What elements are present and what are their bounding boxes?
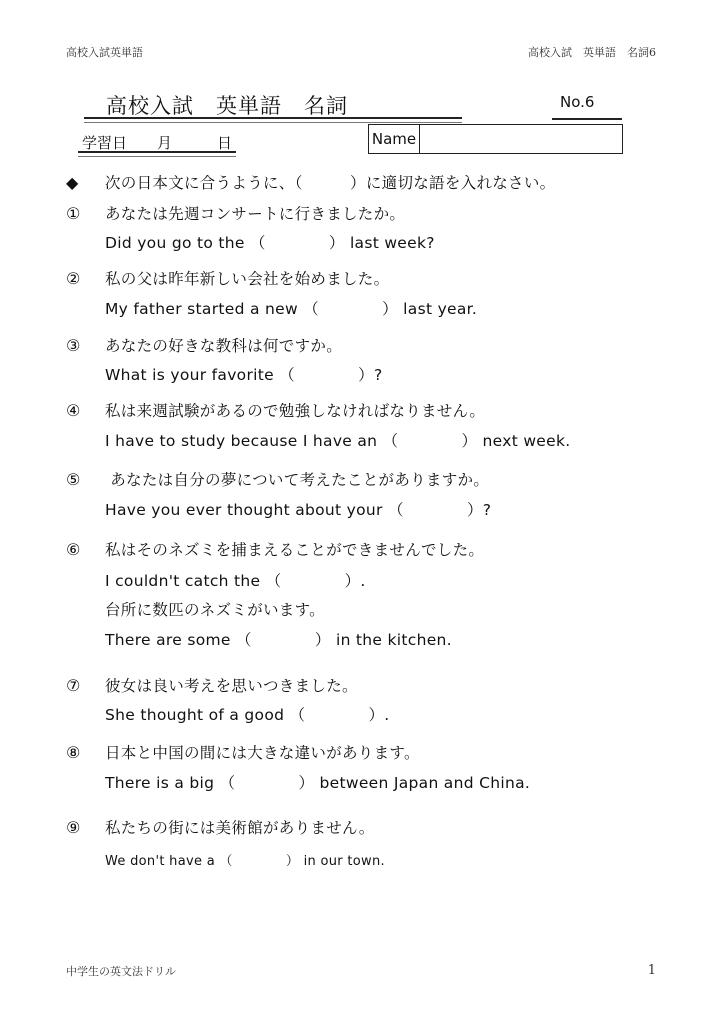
question-en-2: There are some （ ） in the kitchen. [105,631,452,649]
question-jp: 彼女は良い考えを思いつきました。 [105,677,358,695]
question-jp: あなたは自分の夢について考えたことがありますか。 [105,471,490,489]
date-underline [78,151,236,157]
question-number: ⑦ [66,676,81,695]
name-field[interactable] [368,124,623,154]
question-number: ② [66,269,81,288]
question-en: Did you go to the （ ） last week? [105,234,435,252]
question-en: She thought of a good （ ）. [105,706,390,724]
question-jp: 私は来週試験があるので勉強しなければなりません。 [105,402,486,420]
page-title: 高校入試 英単語 名詞 [106,94,348,118]
question-number: ⑤ [66,470,81,489]
instruction: 次の日本文に合うように、（ ）に適切な語を入れなさい。 [105,174,556,192]
diamond-icon: ◆ [66,173,79,192]
question-en: My father started a new （ ） last year. [105,300,478,318]
question-number: ④ [66,401,81,420]
question-jp: あなたの好きな教科は何ですか。 [105,337,343,355]
sheet-number: No.6 [560,93,595,111]
question-jp: 私たちの街には美術館がありません。 [105,819,375,837]
header-left: 高校入試英単語 [66,46,143,59]
question-en: I couldn't catch the （ ）. [105,572,366,590]
question-jp-2: 台所に数匹のネズミがいます。 [105,601,325,619]
header-right: 高校入試 英単語 名詞6 [528,46,656,59]
name-label: Name [369,125,420,153]
page-number: 1 [647,963,656,978]
question-en: I have to study because I have an （ ） next week. [105,432,571,450]
question-en: What is your favorite （ ）? [105,366,383,384]
study-date: 学習日 月 日 [82,134,233,152]
question-en: Have you ever thought about your （ ）? [105,501,492,519]
title-underline [84,117,462,123]
question-jp: 私はそのネズミを捕まえることができませんでした。 [105,541,485,559]
question-number: ③ [66,336,81,355]
question-number: ⑧ [66,743,81,762]
question-number: ⑨ [66,818,81,837]
footer-title: 中学生の英文法ドリル [66,965,176,978]
question-en: There is a big （ ） between Japan and China. [105,774,531,792]
number-underline [552,118,622,120]
question-number: ① [66,204,81,223]
question-en: We don't have a （ ） in our town. [105,854,385,869]
question-jp: 日本と中国の間には大きな違いがあります。 [105,744,420,762]
question-number: ⑥ [66,540,81,559]
question-jp: 私の父は昨年新しい会社を始めました。 [105,270,390,288]
question-jp: あなたは先週コンサートに行きましたか。 [105,205,406,223]
